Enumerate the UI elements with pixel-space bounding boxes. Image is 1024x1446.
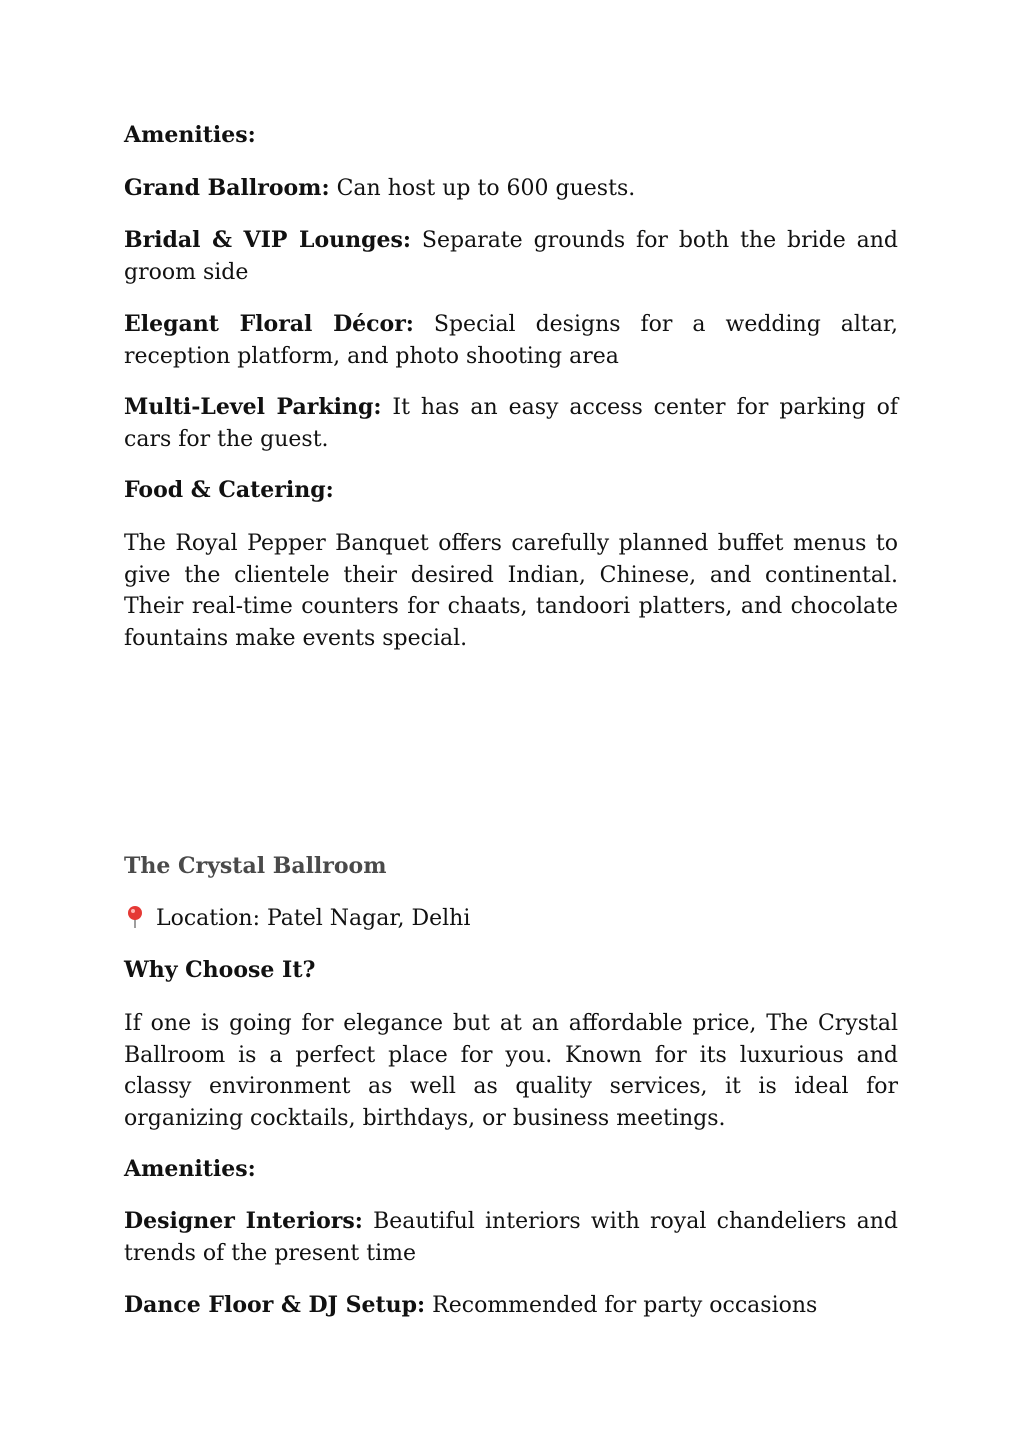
- amenity-text: Can host up to 600 guests.: [336, 176, 636, 201]
- amenity-title: Bridal & VIP Lounges:: [124, 227, 412, 253]
- food-catering-paragraph: The Royal Pepper Banquet offers carefully planned buffet menus to give the clientele their desired Indian, Chinese, and continental. Their real-time counters for chaats, tandoori platters, and chocolate fountains make events special.: [124, 531, 898, 651]
- amenity-item: [124, 392, 898, 455]
- why-choose-heading: Why Choose It?: [124, 957, 316, 983]
- amenity-text: Special designs for a wedding altar, reception platform, and photo shooting area: [124, 312, 898, 369]
- amenity-item: [124, 173, 898, 205]
- amenity-title: Grand Ballroom:: [124, 175, 330, 201]
- food-catering-heading: Food & Catering:: [124, 477, 334, 503]
- amenity-text: Separate grounds for both the bride and groom side: [124, 228, 898, 285]
- amenity-title: Dance Floor & DJ Setup:: [124, 1292, 426, 1318]
- amenity-text: It has an easy access center for parking of cars for the guest.: [124, 395, 898, 452]
- amenity-item: [124, 1290, 898, 1322]
- amenity-title: Multi-Level Parking:: [124, 394, 382, 420]
- amenity-item: [124, 225, 898, 288]
- venue-title: The Crystal Ballroom: [124, 853, 387, 879]
- amenities-heading: Amenities:: [124, 122, 256, 148]
- location-line: [124, 903, 898, 935]
- amenity-item: [124, 1206, 898, 1269]
- amenity-title: Designer Interiors:: [124, 1208, 363, 1234]
- amenity-text: Recommended for party occasions: [432, 1293, 818, 1318]
- round-pushpin-icon: [124, 906, 146, 928]
- why-choose-paragraph: If one is going for elegance but at an affordable price, The Crystal Ballroom is a perfect place for you. Known for its luxurious and classy environment as well as quality services, it is ideal for organizing cocktails, birthdays, or business meetings.: [124, 1011, 898, 1131]
- amenity-title: Elegant Floral Décor:: [124, 311, 414, 337]
- amenity-text: Beautiful interiors with royal chandeliers and trends of the present time: [124, 1209, 898, 1266]
- location-text: Location: Patel Nagar, Delhi: [156, 906, 471, 931]
- amenities-heading: Amenities:: [124, 1156, 256, 1182]
- amenity-item: [124, 309, 898, 372]
